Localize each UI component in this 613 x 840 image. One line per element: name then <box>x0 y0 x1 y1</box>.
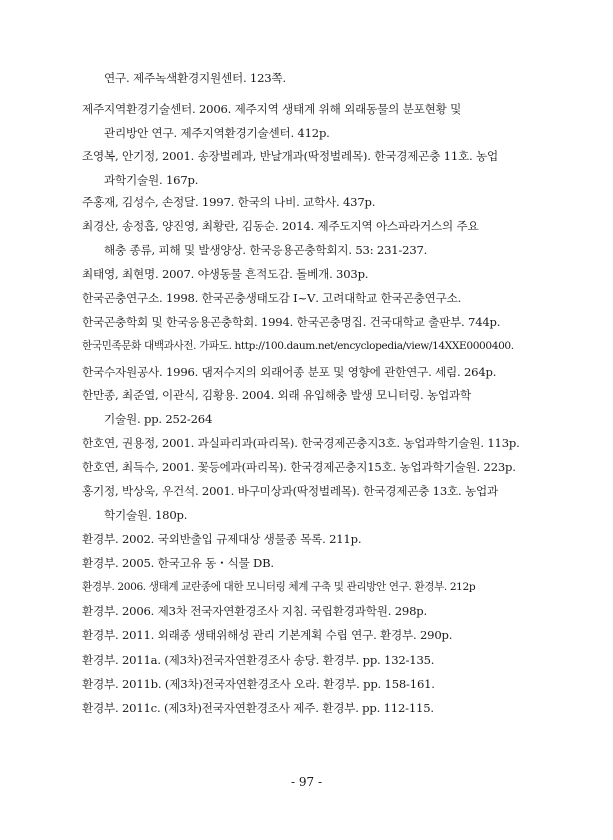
reference-line: 제주지역환경기술센터. 2006. 제주지역 생태계 위해 외래동물의 분포현황 및 <box>82 102 462 116</box>
reference-entry <box>82 648 532 672</box>
reference-line: 환경부. 2011a. (제3차)전국자연환경조사 송당. 환경부. pp. 132-135. <box>82 653 435 667</box>
reference-line: 최태영, 최현명. 2007. 야생동물 흔적도감. 돌베개. 303p. <box>82 267 369 281</box>
reference-continuation: 과학기술원. 167p. <box>104 173 199 187</box>
reference-entry <box>82 455 532 479</box>
reference-continuation: 해충 종류, 피해 및 발생양상. 한국응용곤충학회지. 53: 231-237. <box>104 243 428 257</box>
reference-continuation: 기술원. pp. 252-264 <box>104 412 213 426</box>
page-number: - 97 - <box>290 775 322 789</box>
reference-entry <box>82 623 532 647</box>
reference-entry <box>82 360 532 384</box>
reference-line: 조영복, 안기정, 2001. 송장벌레과, 반날개과(딱정벌레목). 한국경제곤충 11호. 농업 <box>82 149 499 163</box>
reference-entry <box>82 190 532 214</box>
reference-entry <box>82 479 532 527</box>
reference-line: 한만종, 최준열, 이관식, 김황용. 2004. 외래 유입해충 발생 모니터링. 농업과학 <box>82 388 471 402</box>
reference-line: 환경부. 2002. 국외반출입 규제대상 생물종 목록. 211p. <box>82 532 362 546</box>
reference-entry <box>82 599 532 623</box>
reference-line: 환경부. 2011b. (제3차)전국자연환경조사 오라. 환경부. pp. 158-161. <box>82 677 435 691</box>
reference-line: 한국민족문화 대백과사전. 가파도. http://100.daum.net/encyclopedia/view/14XXE0000400. <box>82 340 514 352</box>
reference-line: 한호연, 최득수, 2001. 꽃등에과(파리목). 한국경제곤충지15호. 농업과학기술원. 223p. <box>82 460 516 474</box>
reference-entry <box>82 66 532 90</box>
reference-continuation: 학기술원. 180p. <box>104 508 188 522</box>
reference-line: 한국곤충학회 및 한국응용곤충학회. 1994. 한국곤충명집. 건국대학교 출판부. 744p. <box>82 315 501 329</box>
reference-line: 한국수자원공사. 1996. 댐저수지의 외래어종 분포 및 영향에 관한연구. 세림. 264p. <box>82 365 497 379</box>
reference-entry <box>82 383 532 431</box>
reference-entry <box>82 696 532 720</box>
reference-entry <box>82 334 532 358</box>
reference-continuation: 관리방안 연구. 제주지역환경기술센터. 412p. <box>104 126 330 140</box>
reference-entry <box>82 551 532 575</box>
reference-line: 한국곤충연구소. 1998. 한국곤충생태도감 Ⅰ~Ⅴ. 고려대학교 한국곤충연구소. <box>82 291 462 305</box>
reference-entry <box>82 310 532 334</box>
reference-line: 환경부. 2011c. (제3차)전국자연환경조사 제주. 환경부. pp. 112-115. <box>82 701 434 715</box>
reference-line: 환경부. 2005. 한국고유 동・식물 DB. <box>82 556 274 570</box>
reference-line: 주홍재, 김성수, 손정달. 1997. 한국의 나비. 교학사. 437p. <box>82 195 376 209</box>
reference-line: 한호연, 권용정, 2001. 과실파리과(파리목). 한국경제곤충지3호. 농업과학기술원. 113p. <box>82 436 520 450</box>
reference-line: 최경산, 송정흡, 양진영, 최황란, 김동순. 2014. 제주도지역 아스파라거스의 주요 <box>82 219 479 233</box>
reference-entry <box>82 144 532 192</box>
reference-entry <box>82 672 532 696</box>
reference-entry <box>82 575 532 599</box>
reference-line: 환경부. 2011. 외래종 생태위해성 관리 기본계획 수립 연구. 환경부. 290p. <box>82 628 453 642</box>
reference-line: 환경부. 2006. 제3차 전국자연환경조사 지침. 국립환경과학원. 298p. <box>82 604 427 618</box>
reference-entry <box>82 286 532 310</box>
reference-entry <box>82 97 532 145</box>
reference-continuation: 연구. 제주녹색환경지원센터. 123쪽. <box>104 71 286 85</box>
reference-line: 환경부. 2006. 생태계 교란종에 대한 모니터링 체계 구축 및 관리방안 연구. 환경부. 212p <box>82 581 476 593</box>
reference-entry <box>82 431 532 455</box>
reference-entry <box>82 262 532 286</box>
reference-line: 홍기정, 박상욱, 우건석. 2001. 바구미상과(딱정벌레목). 한국경제곤충 13호. 농업과 <box>82 484 499 498</box>
reference-entry <box>82 214 532 262</box>
reference-entry <box>82 527 532 551</box>
